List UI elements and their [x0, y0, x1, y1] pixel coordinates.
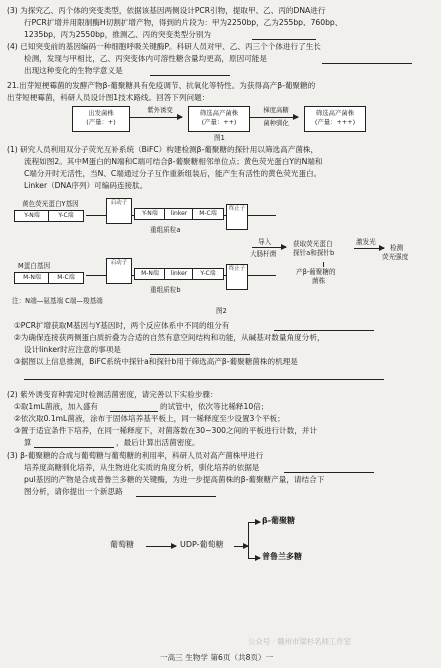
fig2-linker-a: linker: [164, 208, 194, 220]
fig1-screen2-yield: (产量：+++): [314, 118, 356, 126]
p3b: 培养度高糖驯化培养，从生物进化实质的角度分析，驯化培养的依据是: [24, 463, 260, 472]
path-glucose: 葡萄糖: [110, 540, 134, 549]
path-pullulan: 普鲁兰多糖: [262, 552, 302, 561]
p2: (2) 紫外诱变育种需定时检测活菌密度，请完善以下实验步骤：: [7, 390, 218, 399]
fig2-mc-block: M-C端: [48, 272, 84, 284]
path-arrow-pullulan: [248, 558, 260, 559]
fig1-step-uv: 紫外诱变: [147, 106, 173, 114]
fig2-import: 导入: [258, 238, 272, 246]
fig2-add: 产β-葡聚糖的: [296, 268, 336, 276]
fig2-promoter-a: 启动子: [106, 198, 132, 224]
s2b: 设计linker时应注意的事项是: [24, 345, 121, 354]
fig2-linker-b: linker: [164, 268, 194, 280]
q21-intro: 21.出芽短梗霉菌的发酵产物β-葡聚糖具有免疫调节、抗氧化等特性。为获得高产β-葡聚糖的: [7, 81, 316, 90]
fig2-arrow: [252, 247, 286, 248]
path-arrow: [146, 546, 176, 547]
fig1-screen1-label: 筛选高产菌株: [199, 109, 239, 117]
fig2-connector: [323, 262, 324, 267]
answer-blank[interactable]: [150, 354, 250, 355]
fig2-plasmid-b-label: 重组质粒b: [150, 286, 181, 294]
q3-line2: 行PCR扩增并用限制酶H切割扩增产物，得到的片段为：甲为2250bp，乙为255bp、760bp、: [24, 18, 343, 27]
q4-line1: (4) 已知突变前的基因编码一种细胞呼吸关键酶P。科研人员对甲、乙、丙三个个体进行了生长: [7, 42, 321, 51]
fig2-result2: 探针a和探针b: [293, 249, 335, 257]
path-udp: UDP-葡萄糖: [180, 540, 224, 549]
fig1-start-label: 出发菌株: [88, 109, 114, 117]
p3c: pul基因的产物是合成普鲁兰多糖的关键酶，为进一步提高菌株的β-葡聚糖产量，请结合下: [24, 475, 325, 484]
answer-blank[interactable]: [322, 63, 412, 64]
fig2-y-gene-label: 黄色荧光蛋白Y基因: [22, 200, 79, 208]
answer-blank[interactable]: [34, 447, 114, 448]
fig2-arrow: [354, 248, 384, 249]
fig2-add2: 菌株: [312, 277, 326, 285]
fig2-mn-b: M-N端: [134, 268, 166, 280]
p2a2: 的试管中，依次等比稀释10倍；: [160, 402, 269, 411]
fig2-detect: 检测: [390, 244, 404, 252]
fig2-mn-block: M-N端: [14, 272, 50, 284]
p2c: ③置于适宜条件下培养，在同一稀释度下，对菌落数在30~300之间的平板进行计数，并计: [14, 426, 318, 435]
answer-blank[interactable]: [136, 496, 216, 497]
answer-blank[interactable]: [284, 472, 374, 473]
answer-blank[interactable]: [110, 411, 158, 412]
p3d: 图分析，请你提出一个新思路: [24, 487, 123, 496]
fig2-host: 大肠杆菌: [250, 250, 277, 258]
fig2-yn-a: Y-N端: [134, 208, 166, 220]
answer-blank[interactable]: [252, 39, 316, 40]
fig2-plasmid-a-label: 重组质粒a: [150, 226, 181, 234]
s1: ①PCR扩增获取M基因与Y基因时，两个反应体系中不同的组分有: [14, 321, 230, 330]
fig2-m-gene-label: M蛋白基因: [18, 262, 51, 270]
q4-line2: 检测，发现与甲相比，乙、丙突变体内可溶性糖含量均更高，原因可能是: [24, 54, 267, 63]
p1-line2: 流程如图2。其中M蛋白的N端和C端可结合β-葡聚糖相邻单位点；黄色荧光蛋白Y的N端和: [24, 157, 323, 166]
s3: ③据图以上信息推测，BiFC系统中探针a和探针b用于筛选高产β-葡聚糖菌株的机理是: [14, 357, 298, 366]
p1-line3: C端分开时无活性，当N、C端通过分子互作重新组装后，能产生有活性的黄色荧光蛋白。: [24, 169, 322, 178]
path-arrow-beta: [248, 522, 260, 523]
fig1-step-domesticate: 菌种驯化: [263, 119, 289, 127]
q3-line1: (3) 为探究乙、丙个体的突变类型，依据该基因两侧设计PCR引物，提取甲、乙、丙的DNA进行: [7, 6, 326, 15]
fig2-promoter-b: 启动子: [106, 258, 132, 284]
q21-intro2: 出芽短梗霉菌，科研人员设计图1技术路线。回答下列问题：: [7, 93, 210, 102]
fig1-step-sugar: 梯度高糖: [263, 106, 289, 114]
watermark: 公众号 · 赣州市梁杉名师工作室: [248, 637, 352, 646]
p1-line4: Linker（DNA序列）可编码连接肽。: [24, 181, 148, 190]
p2c3: ，最后计算出活菌密度。: [116, 438, 200, 447]
fig2-yc-block: Y-C端: [48, 210, 84, 222]
page-footer: 一高三 生物学 第6页（共8页）一: [160, 653, 274, 662]
fig1-screen1-yield: (产量：++): [201, 118, 237, 126]
s2: ②为确保连接获两侧蛋白质折叠为合适的自然有意空间结构和功能，从碱基对数量角度分析，: [14, 333, 325, 342]
fig1-caption: 图1: [214, 134, 225, 142]
p1-line1: (1) 研究人员利用双分子荧光互补系统（BiFC）构建检测β-葡聚糖的探针用以筛选高产菌株，: [7, 145, 319, 154]
fig2-excite: 激发光: [356, 238, 376, 246]
fig2-yn-block: Y-N端: [14, 210, 50, 222]
p2a: ①取1mL菌液，加入盛有: [14, 402, 99, 411]
fig1-screen2-label: 筛选高产菌株: [315, 109, 355, 117]
fig1-arrow: [250, 117, 298, 118]
fig2-result1: 获取荧光蛋白: [293, 240, 333, 248]
p3: (3) β-葡聚糖的合成与葡萄糖与葡萄糖的利用率，科研人员对高产菌株甲进行: [7, 451, 264, 460]
fig2-terminator-a: 终止子: [226, 204, 248, 230]
path-arrow: [234, 546, 248, 547]
q4-line3: 出现这种变化的生物学意义是: [24, 66, 123, 75]
fig2-note: 注：N端—氨基端 C端—羧基端: [12, 297, 103, 305]
q3-line3: 1235bp，丙为2550bp，推测乙、丙的突变类型分别为: [24, 30, 212, 39]
answer-blank[interactable]: [274, 330, 374, 331]
fig2-yc-b: Y-C端: [192, 268, 224, 280]
fig2-caption: 图2: [216, 307, 227, 315]
fig1-start-yield: (产量：+): [86, 118, 116, 126]
fig2-terminator-b: 终止子: [226, 264, 248, 290]
fig2-mc-a: M-C端: [192, 208, 224, 220]
path-branch: [248, 522, 249, 558]
p2c2: 算: [24, 438, 32, 447]
path-beta: β-葡聚糖: [262, 516, 296, 525]
answer-blank[interactable]: [150, 75, 230, 76]
answer-blank[interactable]: [24, 379, 384, 380]
p2b: ②依次取0.1mL菌液，涂布于固体培养基平板上，同一稀释度至少设置3个平板；: [14, 414, 285, 423]
fig2-detect2: 荧光强度: [382, 253, 409, 261]
fig1-arrow: [130, 117, 182, 118]
